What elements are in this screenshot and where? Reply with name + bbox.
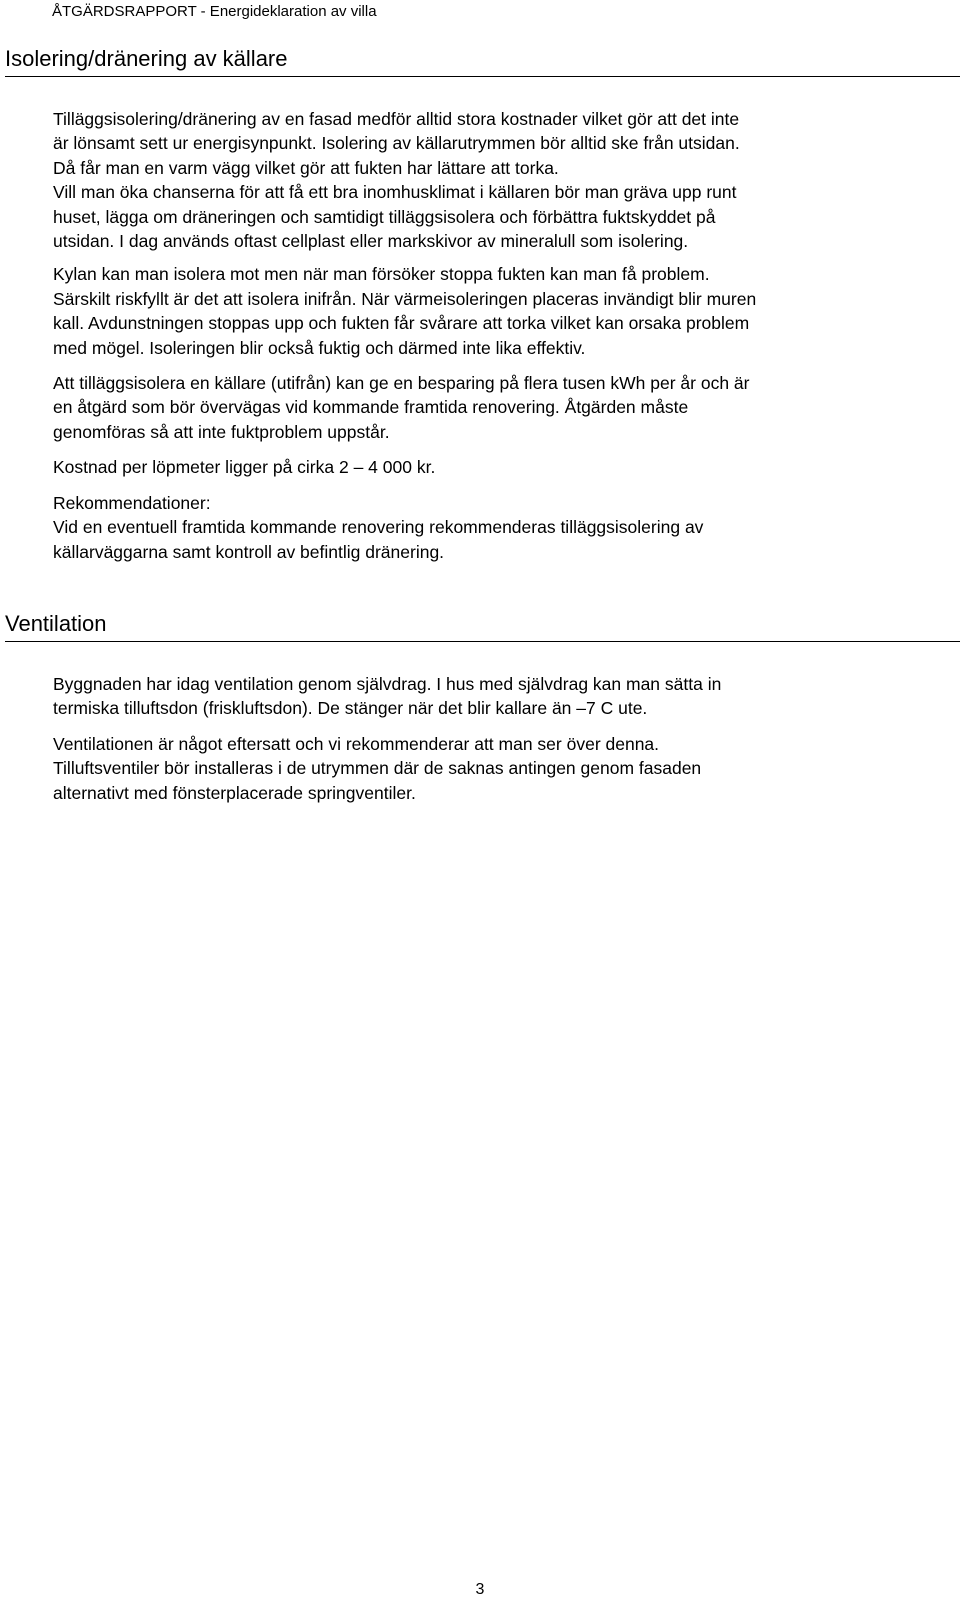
text-line: är lönsamt sett ur energisynpunkt. Isolering av källarutrymmen bör alltid ske från utsidan. [53,133,740,154]
text-line: Tilläggsisolering/dränering av en fasad medför alltid stora kostnader vilket gör att det inte [53,109,740,129]
paragraph [53,491,933,564]
text-line: Ventilationen är något eftersatt och vi rekommenderar att man ser över denna. [53,733,660,754]
text-line: Rekommendationer: [53,492,211,513]
text-line: utsidan. I dag används oftast cellplast eller markskivor av mineralull som isolering. [53,231,689,252]
text-line: Byggnaden har idag ventilation genom självdrag. I hus med självdrag kan man sätta in [53,674,722,694]
text-line: en åtgärd som bör övervägas vid kommande framtida renovering. Åtgärden måste [53,397,689,418]
text-line: alternativt med fönsterplacerade springventiler. [53,782,416,803]
text-line: kall. Avdunstningen stoppas upp och fukten får svårare att torka vilket kan orsaka problem [53,313,750,334]
text-line: termiska tilluftsdon (friskluftsdon). De stänger när det blir kallare än –7 C ute. [53,698,648,719]
paragraph [53,732,933,805]
text-line: Då får man en varm vägg vilket gör att fukten har lättare att torka. [53,157,559,178]
text-line: Tilluftsventiler bör installeras i de utrymmen där de saknas antingen genom fasaden [53,758,702,779]
section-body-ventilation [53,672,933,816]
page-number: 3 [475,1581,485,1598]
paragraph [53,262,933,360]
paragraph [53,455,933,479]
text-line: Vid en eventuell framtida kommande renovering rekommenderas tilläggsisolering av [53,517,704,538]
text-line: genomföras så att inte fuktproblem uppstår. [53,421,390,442]
section-heading-isolering: Isolering/dränering av källare [5,45,960,77]
section-heading-ventilation: Ventilation [5,610,960,642]
text-line: Särskilt riskfyllt är det att isolera inifrån. När värmeisoleringen placeras invändigt blir muren [53,288,757,309]
paragraph [53,371,933,444]
text-line: Kylan kan man isolera mot men när man försöker stoppa fukten kan man få problem. [53,264,710,285]
text-line: huset, lägga om dräneringen och samtidigt tilläggsisolera och förbättra fuktskyddet på [53,206,716,227]
running-header: ÅTGÄRDSRAPPORT - Energideklaration av villa [52,3,377,20]
text-line: Kostnad per löpmeter ligger på cirka 2 – 4 000 kr. [53,457,436,478]
text-line: Vill man öka chanserna för att få ett bra inomhusklimat i källaren bör man gräva upp runt [53,182,737,203]
paragraph [53,672,933,721]
section-body-isolering [53,107,933,575]
paragraph [53,107,933,253]
text-line: källarväggarna samt kontroll av befintlig dränering. [53,541,445,562]
text-line: Att tilläggsisolera en källare (utifrån) kan ge en besparing på flera tusen kWh per år och är [53,373,750,394]
text-line: med mögel. Isoleringen blir också fuktig och därmed inte lika effektiv. [53,337,586,358]
